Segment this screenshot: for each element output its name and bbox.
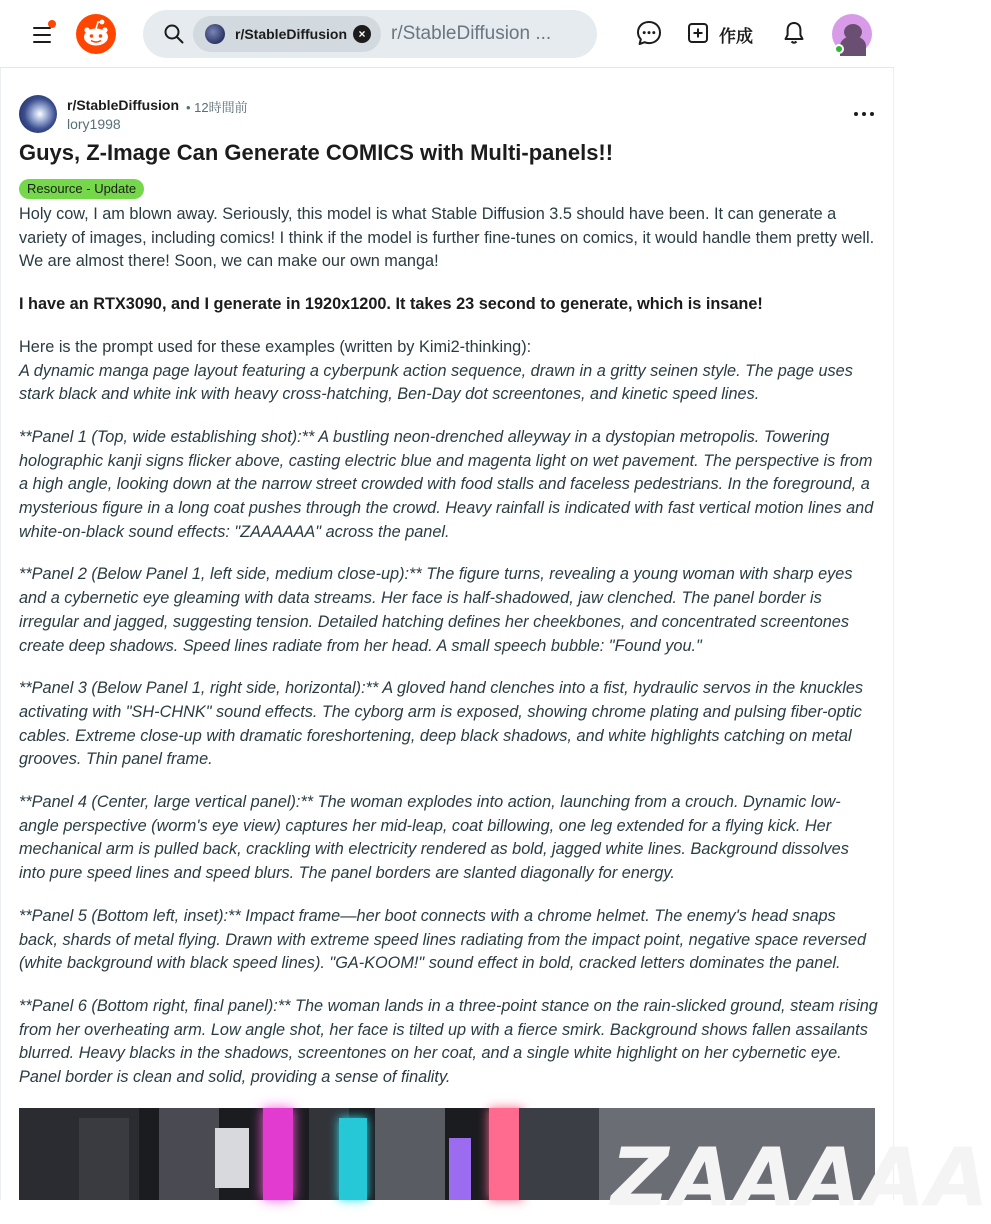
menu-icon bbox=[33, 27, 51, 29]
image-neon-sign bbox=[449, 1138, 471, 1200]
image-sound-effect-text: ZAAAAA bbox=[611, 1131, 991, 1224]
dot bbox=[870, 112, 874, 116]
menu-icon-bar bbox=[33, 34, 51, 36]
chat-icon[interactable] bbox=[634, 18, 664, 48]
image-building bbox=[519, 1108, 599, 1200]
search-input[interactable]: r/StableDiffusion ... bbox=[391, 23, 552, 44]
create-button[interactable]: 作成 bbox=[719, 27, 753, 46]
image-building bbox=[79, 1118, 129, 1200]
subreddit-link[interactable]: r/StableDiffusion bbox=[67, 97, 180, 113]
search-icon bbox=[163, 23, 185, 45]
body-paragraph: Here is the prompt used for these examples (written by Kimi2-thinking): bbox=[19, 337, 532, 356]
reddit-logo[interactable] bbox=[76, 14, 116, 54]
author-link[interactable]: lory1998 bbox=[67, 116, 121, 132]
create-post-icon[interactable] bbox=[683, 18, 713, 48]
image-neon-sign bbox=[263, 1108, 293, 1200]
chip-close-icon[interactable]: × bbox=[353, 25, 371, 43]
notification-dot bbox=[48, 20, 56, 28]
online-status-dot bbox=[834, 44, 844, 54]
dot bbox=[862, 112, 866, 116]
post-title: Guys, Z-Image Can Generate COMICS with Multi-panels!! bbox=[19, 140, 614, 165]
subreddit-filter-chip bbox=[193, 16, 381, 52]
hamburger-menu-button[interactable] bbox=[26, 18, 60, 52]
image-sign bbox=[215, 1128, 249, 1188]
dot bbox=[854, 112, 858, 116]
subreddit-avatar[interactable] bbox=[19, 95, 57, 133]
prompt-panel-2: **Panel 2 (Below Panel 1, left side, medium close-up):** The figure turns, revealing a young woman with sharp eyes and a cybernetic eye gleaming with data streams. Her face is half-shadowed, jaw clenched. The panel border is irregular and jagged, suggesting tension. Detailed hatching defines her cheekbones, and concentrated screentones create deep shadows. Speed lines radiate from her head. A small speech bubble: "Found you." bbox=[19, 565, 853, 655]
image-neon-sign bbox=[339, 1118, 367, 1200]
image-building bbox=[375, 1108, 445, 1200]
top-header bbox=[0, 0, 894, 68]
prompt-panel-3: **Panel 3 (Below Panel 1, right side, horizontal):** A gloved hand clenches into a fist, hydraulic servos in the knuckles activating with "SH-CHNK" sound effects. The cyborg arm is exposed, showing chrome plating and pulsing fiber-optic cables. Extreme close-up with dramatic foreshortening, deep black shadows, and white highlights catching on metal grooves. Thin panel frame. bbox=[19, 679, 864, 769]
post-time: • 12時間前 bbox=[186, 100, 248, 115]
body-paragraph: Holy cow, I am blown away. Seriously, this model is what Stable Diffusion 3.5 should have been. It can generate a variety of images, including comics! I think if the model is further fine-tunes on comics, it would handle them pretty well. We are almost there! Soon, we can make our own manga! bbox=[19, 205, 875, 271]
image-neon-sign bbox=[489, 1108, 523, 1200]
search-bar[interactable] bbox=[143, 10, 597, 58]
body-paragraph-bold: I have an RTX3090, and I generate in 1920x1200. It takes 23 second to generate, which is insane! bbox=[19, 295, 763, 314]
menu-icon-bar bbox=[33, 41, 51, 43]
prompt-panel-1: **Panel 1 (Top, wide establishing shot):** A bustling neon-drenched alleyway in a dystopian metropolis. Towering holographic kanji signs flicker above, casting electric blue and magenta light on wet pavement. The perspective is from a high angle, looking down at the narrow street crowded with food stalls and faceless pedestrians. In the foreground, a mysterious figure in a long coat pushes through the crowd. Heavy rainfall is indicated with fast vertical motion lines and white-on-black sound effects: "ZAAAAAA" across the panel. bbox=[19, 427, 874, 541]
prompt-panel-4: **Panel 4 (Center, large vertical panel):** The woman explodes into action, launching from a crouch. Dynamic low-angle perspective (worm's eye view) captures her mid-leap, coat billowing, one leg extended for a flying kick. Her mechanical arm is pulled back, crackling with electricity rendered as bold, jagged white lines. Background dissolves into pure speed lines and speed blurs. The panel borders are slanted diagonally for energy. bbox=[19, 793, 849, 883]
prompt-panel-6: **Panel 6 (Bottom right, final panel):** The woman lands in a three-point stance on the rain-slicked ground, steam rising from her overheating arm. Low angle shot, her face is tilted up with a fierce smirk. Background shows fallen assailants blurred. Heavy blacks in the shadows, screentones on her coat, and a single white highlight on her cybernetic eye. Panel border is clean and solid, providing a sense of finality. bbox=[19, 996, 878, 1087]
subreddit-chip-avatar bbox=[205, 24, 225, 44]
post-body bbox=[19, 203, 879, 1109]
post-flair[interactable]: Resource - Update bbox=[19, 179, 144, 199]
notifications-bell-icon[interactable] bbox=[779, 18, 809, 48]
prompt-intro: A dynamic manga page layout featuring a cyberpunk action sequence, drawn in a gritty seinen style. The page uses stark black and white ink with heavy cross-hatching, Ben-Day dot screentones, and kinetic speed lines. bbox=[19, 361, 853, 404]
more-options-icon[interactable] bbox=[852, 104, 876, 124]
reddit-snoo-icon bbox=[76, 14, 116, 54]
avatar-head bbox=[844, 24, 862, 40]
post-image[interactable] bbox=[19, 1108, 991, 1224]
image-building bbox=[159, 1108, 219, 1200]
chip-label: r/StableDiffusion bbox=[235, 26, 348, 42]
prompt-panel-5: **Panel 5 (Bottom left, inset):** Impact frame—her boot connects with a chrome helmet. The enemy's head snaps back, shards of metal flying. Drawn with extreme speed lines radiating from the impact point, negative space reversed (white background with black speed lines). "GA-KOOM!" sound effect in bold, cracked letters dominates the panel. bbox=[19, 906, 867, 973]
